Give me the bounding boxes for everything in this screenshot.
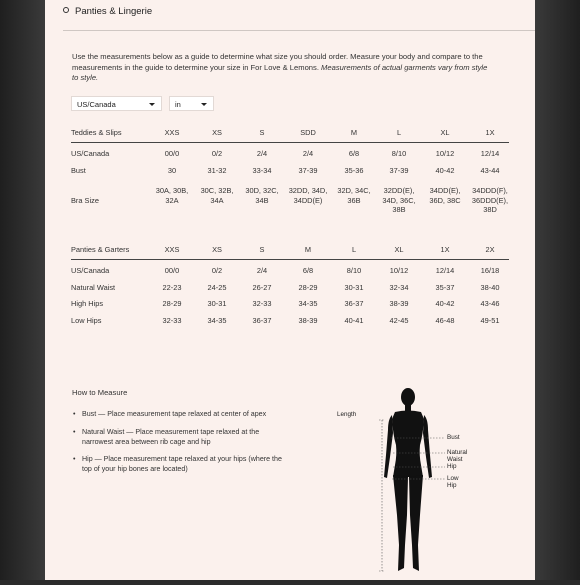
table-cell <box>466 266 514 276</box>
table-cell <box>148 149 196 159</box>
size-header: 2X <box>485 245 495 254</box>
chevron-down-icon <box>201 103 207 106</box>
list-item: • Hip — Place measurement tape relaxed at your hips (where the top of your hip bones are located) <box>72 455 287 475</box>
table-cell <box>284 283 332 293</box>
table-cell <box>238 186 286 205</box>
size-header: XXS <box>164 128 180 137</box>
row-label: Natural Waist <box>71 283 116 292</box>
cell-text: 37-39 <box>389 166 409 175</box>
size-header: 1X <box>485 128 495 137</box>
cell-text: 30 <box>167 166 177 175</box>
table-title: Teddies & Slips <box>71 128 122 137</box>
cell-text: 34B <box>255 195 269 205</box>
cell-text: 30D, 32C, <box>245 186 279 195</box>
right-background <box>535 0 580 580</box>
table-cell <box>330 149 378 159</box>
table-cell <box>238 266 286 276</box>
cell-text: 30-31 <box>207 299 227 308</box>
table-cell <box>330 186 378 205</box>
cell-text: 38-40 <box>480 283 500 292</box>
cell-text: 30-31 <box>344 283 364 292</box>
region-select[interactable] <box>71 96 162 111</box>
table-cell <box>193 166 241 176</box>
cell-text: 28-29 <box>298 283 318 292</box>
cell-text: 42-45 <box>389 316 409 325</box>
cell-text: 37-39 <box>298 166 318 175</box>
table-title: Panties & Garters <box>71 245 130 254</box>
table-cell <box>148 316 196 326</box>
cell-text: 22-23 <box>162 283 182 292</box>
how-to-measure-title: How to Measure <box>72 388 128 397</box>
table-cell <box>238 316 286 326</box>
table-cell <box>148 283 196 293</box>
cell-text: 34-35 <box>207 316 227 325</box>
table-cell <box>375 283 423 293</box>
table-cell <box>148 266 196 276</box>
cell-text: 30C, 32B, <box>200 186 234 195</box>
table-cell <box>375 299 423 309</box>
cell-text: 34DD(E) <box>293 195 323 205</box>
cell-text: 12/14 <box>435 266 455 275</box>
size-header: XS <box>212 128 222 137</box>
cell-text: 16/18 <box>480 266 500 275</box>
table-cell <box>421 166 469 176</box>
cell-text: 0/2 <box>211 149 223 158</box>
size-header: M <box>304 245 312 254</box>
table-cell <box>330 283 378 293</box>
cell-text: 34DDD(F), <box>472 186 508 195</box>
cell-text: 36B <box>347 195 361 205</box>
row-label: High Hips <box>71 299 104 308</box>
cell-text: 43-44 <box>480 166 500 175</box>
table-header-divider <box>71 259 509 260</box>
table-cell <box>421 266 469 276</box>
cell-text: 34D, 36C, <box>382 195 416 205</box>
table-cell <box>330 166 378 176</box>
bust-label: Bust <box>447 434 460 441</box>
table-cell <box>375 266 423 276</box>
row-label: US/Canada <box>71 149 110 158</box>
table-cell <box>375 166 423 176</box>
section-bullet-icon <box>63 7 69 13</box>
table-header-divider <box>71 142 509 143</box>
cell-text: 0/2 <box>211 266 223 275</box>
size-header: 1X <box>440 245 450 254</box>
cell-text: 2/4 <box>256 266 268 275</box>
table-cell <box>330 316 378 326</box>
cell-text: 38-39 <box>389 299 409 308</box>
table-cell <box>193 316 241 326</box>
list-item: • Natural Waist — Place measurement tape relaxed at the narrowest area between rib cage and hip <box>72 428 287 448</box>
row-label: Low Hips <box>71 316 102 325</box>
cell-text: 32D, 34C, <box>337 186 371 195</box>
table-cell <box>284 149 332 159</box>
row-label: US/Canada <box>71 266 110 275</box>
size-header: XL <box>440 128 450 137</box>
cell-text: 40-42 <box>435 166 455 175</box>
cell-text: 32-33 <box>162 316 182 325</box>
cell-text: 2/4 <box>302 149 314 158</box>
table-cell <box>193 283 241 293</box>
cell-text: 32-33 <box>252 299 272 308</box>
table-cell <box>375 149 423 159</box>
table-cell <box>330 299 378 309</box>
size-header: XXS <box>164 245 180 254</box>
table-cell <box>284 166 332 176</box>
cell-text: 31-32 <box>207 166 227 175</box>
table-cell <box>284 299 332 309</box>
cell-text: 34A <box>210 195 224 205</box>
hip-label: Hip <box>447 463 457 470</box>
cell-text: 12/14 <box>480 149 500 158</box>
cell-text: 38D <box>483 205 497 214</box>
cell-text: 35-36 <box>344 166 364 175</box>
row-label: Bra Size <box>71 195 99 205</box>
table-cell <box>466 316 514 326</box>
cell-text: 10/12 <box>435 149 455 158</box>
table-cell <box>238 283 286 293</box>
teddies-size-table <box>71 128 509 218</box>
table-cell <box>148 166 196 176</box>
size-header: L <box>351 245 357 254</box>
table-cell <box>238 149 286 159</box>
table-cell <box>238 166 286 176</box>
row-label: Bust <box>71 166 86 175</box>
cell-text: 35-37 <box>435 283 455 292</box>
table-cell <box>193 299 241 309</box>
size-header: XL <box>394 245 404 254</box>
unit-select-value: in <box>175 100 181 109</box>
cell-text: 8/10 <box>346 266 362 275</box>
table-cell <box>466 166 514 176</box>
cell-text: 36-37 <box>252 316 272 325</box>
cell-text: 36DDD(E), <box>471 195 509 205</box>
cell-text: 30A, 30B, <box>155 186 189 195</box>
table-cell <box>375 316 423 326</box>
cell-text: 43-46 <box>480 299 500 308</box>
table-cell <box>193 186 241 205</box>
table-cell <box>238 299 286 309</box>
section-header[interactable] <box>63 6 152 17</box>
table-cell <box>466 283 514 293</box>
length-label: Length <box>337 411 357 418</box>
cell-text: 8/10 <box>391 149 407 158</box>
table-cell <box>421 299 469 309</box>
size-header: S <box>259 245 265 254</box>
table-cell <box>148 186 196 205</box>
size-header: S <box>259 128 265 137</box>
size-header: SDD <box>300 128 316 137</box>
cell-text: 34DD(E), <box>429 186 461 195</box>
chevron-down-icon <box>149 103 155 106</box>
cell-text: 38B <box>392 205 406 214</box>
table-cell <box>193 149 241 159</box>
cell-text: 32A <box>165 195 179 205</box>
table-cell <box>421 186 469 205</box>
table-cell <box>148 299 196 309</box>
table-cell <box>330 266 378 276</box>
size-header: L <box>396 128 402 137</box>
cell-text: 2/4 <box>256 149 268 158</box>
cell-text: 32-34 <box>389 283 409 292</box>
cell-text: 00/0 <box>164 149 180 158</box>
table-cell <box>421 283 469 293</box>
cell-text: 40-41 <box>344 316 364 325</box>
cell-text: 26-27 <box>252 283 272 292</box>
cell-text: 10/12 <box>389 266 409 275</box>
cell-text: 49-51 <box>480 316 500 325</box>
table-cell <box>466 186 514 215</box>
region-select-value: US/Canada <box>77 100 116 109</box>
natural-waist-label: Natural Waist <box>447 449 468 463</box>
size-header: XS <box>212 245 222 254</box>
table-cell <box>466 149 514 159</box>
cell-text: 32DD(E), <box>383 186 415 195</box>
low-hip-label: Low Hip <box>447 475 459 489</box>
intro-note: Measurements of actual garments vary from style to style. <box>72 62 488 82</box>
cell-text: 24-25 <box>207 283 227 292</box>
cell-text: 34-35 <box>298 299 318 308</box>
cell-text: 36-37 <box>344 299 364 308</box>
cell-text: 32DD, 34D, <box>288 186 328 195</box>
divider <box>63 30 535 31</box>
size-header: M <box>350 128 358 137</box>
table-cell <box>284 316 332 326</box>
cell-text: 00/0 <box>164 266 180 275</box>
cell-text: 38-39 <box>298 316 318 325</box>
cell-text: 46-48 <box>435 316 455 325</box>
cell-text: 40-42 <box>435 299 455 308</box>
table-cell <box>284 266 332 276</box>
unit-select[interactable] <box>169 96 214 111</box>
table-cell <box>421 149 469 159</box>
panties-size-table <box>71 245 509 330</box>
how-to-measure-list <box>72 410 287 483</box>
cell-text: 6/8 <box>348 149 360 158</box>
section-title: Panties & Lingerie <box>75 6 153 17</box>
table-cell <box>193 266 241 276</box>
cell-text: 33-34 <box>252 166 272 175</box>
table-cell <box>284 186 332 205</box>
cell-text: 28-29 <box>162 299 182 308</box>
size-guide-panel <box>45 0 535 580</box>
left-background <box>0 0 45 580</box>
list-item: • Bust — Place measurement tape relaxed at center of apex <box>72 410 287 420</box>
intro-text <box>72 52 492 84</box>
cell-text: 6/8 <box>302 266 314 275</box>
table-cell <box>466 299 514 309</box>
table-cell <box>421 316 469 326</box>
cell-text: 36D, 38C <box>429 195 461 205</box>
intro-body: Use the measurements below as a guide to determine what size you should order. Measure your body and compare to the measurements in the guide to determine your size in For Love & Lemons. <box>72 52 483 72</box>
table-cell <box>375 186 423 215</box>
measurement-figure <box>335 385 468 580</box>
